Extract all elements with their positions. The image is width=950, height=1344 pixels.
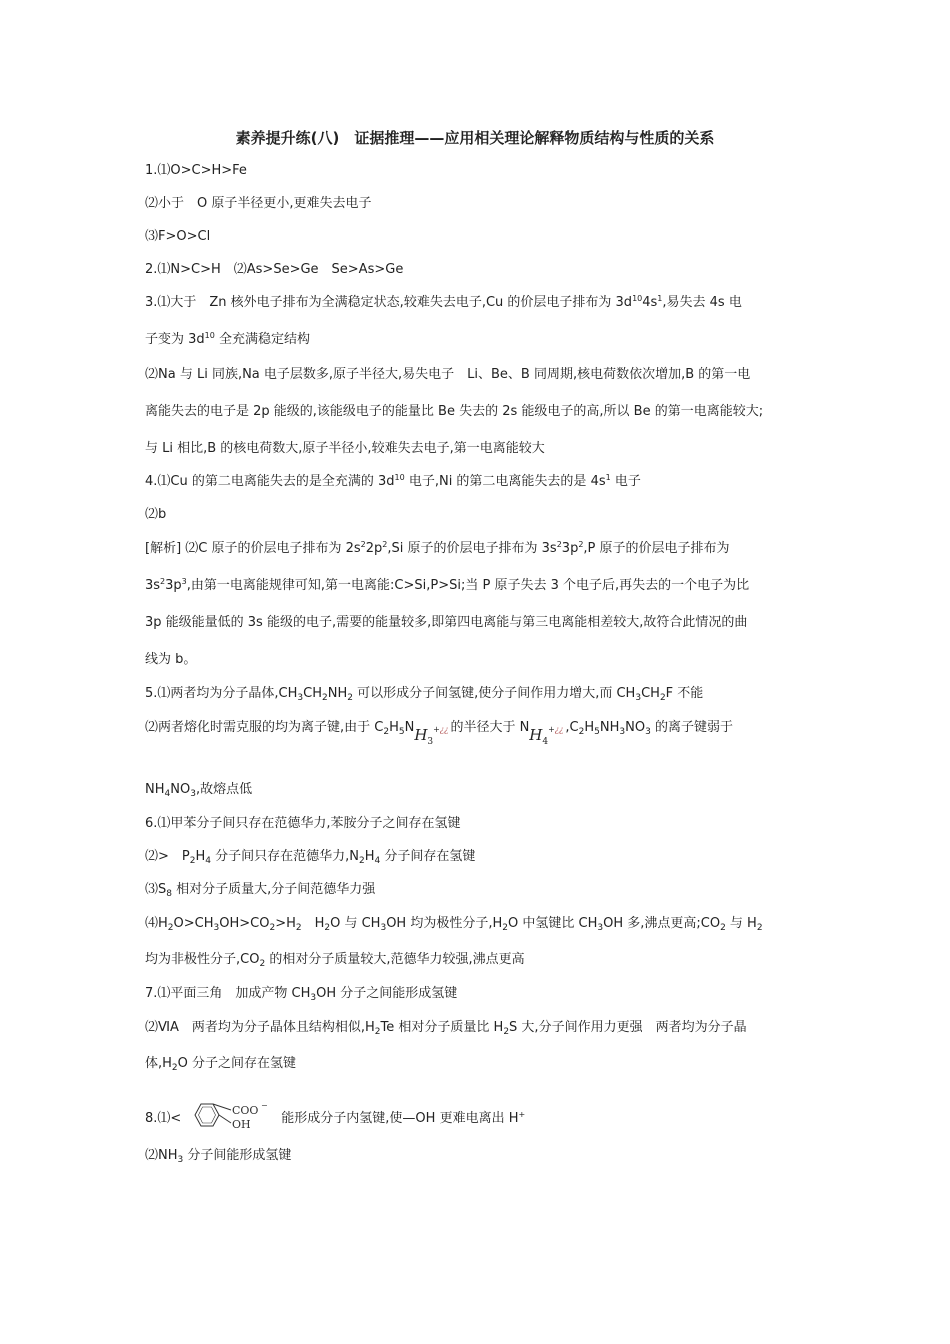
answer-3-line-2: 子变为 $3d^{10}$ 全充满稳定结构 — [145, 331, 310, 347]
answer-3-line-1: 3.⑴大于 Zn 核外电子排布为全满稳定状态,较难失去电子,Cu 的价层电子排布为 $3d^{10}4s^1$,易失去 4s 电 — [145, 294, 742, 310]
answer-6-line-4: $⑷H_2O>CH_3OH>CO_2>H_2$ $H_2O$ 与 $CH_3OH$ 均为极性分子$,H_2O$ 中氢键比 $CH_3OH$ 多,沸点更高$;CO_2$ 与 $H_2$ — [145, 916, 763, 933]
answer-5-line-3: $NH_4NO_3$,故熔点低 — [145, 782, 253, 799]
answer-7-line-2: ⑵ⅥA 两者均为分子晶体且结构相似$,H_2Te$ 相对分子质量比 $H_2S$ 大,分子间作用力更强 两者均为分子晶 — [145, 1020, 747, 1037]
answer-1-3: ⑶F>O>Cl — [145, 229, 211, 244]
answer-4-line-2: ⑵b — [145, 507, 167, 522]
answer-5-line-2: ⑵两者熔化时需克服的均为离子键,由于 $C_2H_5NH_3^{+¿¿}$ 的半径大于 $NH_4^{+¿¿}$ $,C_2H_5NH_3NO_3$ 的离子键弱于 — [145, 720, 733, 747]
answer-3-line-3: ⑵Na 与 Li 同族,Na 电子层数多,原子半径大,易失电子 Li、Be、B 同周期,核电荷数依次增加,B 的第一电 — [145, 367, 751, 382]
answer-5-line-1: 5.⑴两者均为分子晶体$,CH_3CH_2NH_2$ 可以形成分子间氢键,使分子间作用力增大,而 $CH_3CH_2F$ 不能 — [145, 686, 704, 703]
carboxylate-label: COO — [232, 1104, 259, 1117]
hydroxyl-label: OH — [232, 1118, 251, 1131]
answer-1-1: 1.⑴O>C>H>Fe — [145, 163, 247, 178]
answer-6-line-5: 均为非极性分子$,CO_2$ 的相对分子质量较大,范德华力较强,沸点更高 — [145, 952, 525, 969]
answer-6-line-2: ⑵> $P_2H_4$ 分子间只存在范德华力$,N_2H_4$ 分子间存在氢键 — [145, 849, 476, 866]
analysis-line-1: [解析] ⑵C 原子的价层电子排布为 $2s^22p^2,Si$ 原子的价层电子排布为 $3s^23p^2,P$ 原子的价层电子排布为 — [145, 540, 730, 556]
answer-6-line-1: 6.⑴甲苯分子间只存在范德华力,苯胺分子之间存在氢键 — [145, 816, 461, 831]
answer-6-line-3: $⑶S_8$ 相对分子质量大,分子间范德华力强 — [145, 882, 376, 899]
ammonium-ion-formula: $H_3^{+¿¿}$ — [414, 725, 449, 747]
answer-3-line-5: 与 Li 相比,B 的核电荷数大,原子半径小,较难失去电子,第一电离能较大 — [145, 441, 545, 456]
analysis-line-2: $3s^23p^3$,由第一电离能规律可知,第一电离能:C>Si,P>Si;当 P 原子失去 3 个电子后,再失去的一个电子为比 — [145, 577, 750, 593]
answer-8-line-2: $⑵NH_3$ 分子间能形成氢键 — [145, 1148, 292, 1165]
answer-1-2: ⑵小于 O 原子半径更小,更难失去电子 — [145, 196, 372, 211]
page-title: 素养提升练(八) 证据推理——应用相关理论解释物质结构与性质的关系 — [235, 129, 715, 147]
answer-3-line-4: 离能失去的电子是 2p 能级的,该能级电子的能量比 Be 失去的 2s 能级电子的高,所以 Be 的第一电离能较大; — [145, 404, 764, 419]
answer-4-line-1: 4.⑴Cu 的第二电离能失去的是全充满的 $3d^{10}$ 电子,Ni 的第二电离能失去的是 $4s^1$ 电子 — [145, 473, 641, 489]
analysis-line-4: 线为 b。 — [145, 652, 197, 667]
salicylate-structure — [189, 1101, 269, 1141]
ammonium-ion-formula: $H_4^{+¿¿}$ — [529, 725, 564, 747]
answer-8-line-1: 8.⑴< COO − OH 能形成分子内氢键,使—OH 更难电离出 H+ — [145, 1101, 525, 1141]
benzene-ring-diagram — [189, 1101, 269, 1135]
charge-label: − — [261, 1101, 268, 1110]
answer-7-line-1: 7.⑴平面三角 加成产物 $CH_3OH$ 分子之间能形成氢键 — [145, 986, 458, 1003]
answer-7-line-3: 体$,H_2O$ 分子之间存在氢键 — [145, 1056, 297, 1073]
analysis-line-3: 3p 能级能量低的 3s 能级的电子,需要的能量较多,即第四电离能与第三电离能相差较大,故符合此情况的曲 — [145, 615, 748, 630]
answer-2: 2.⑴N>C>H ⑵As>Se>Ge Se>As>Ge — [145, 262, 404, 277]
